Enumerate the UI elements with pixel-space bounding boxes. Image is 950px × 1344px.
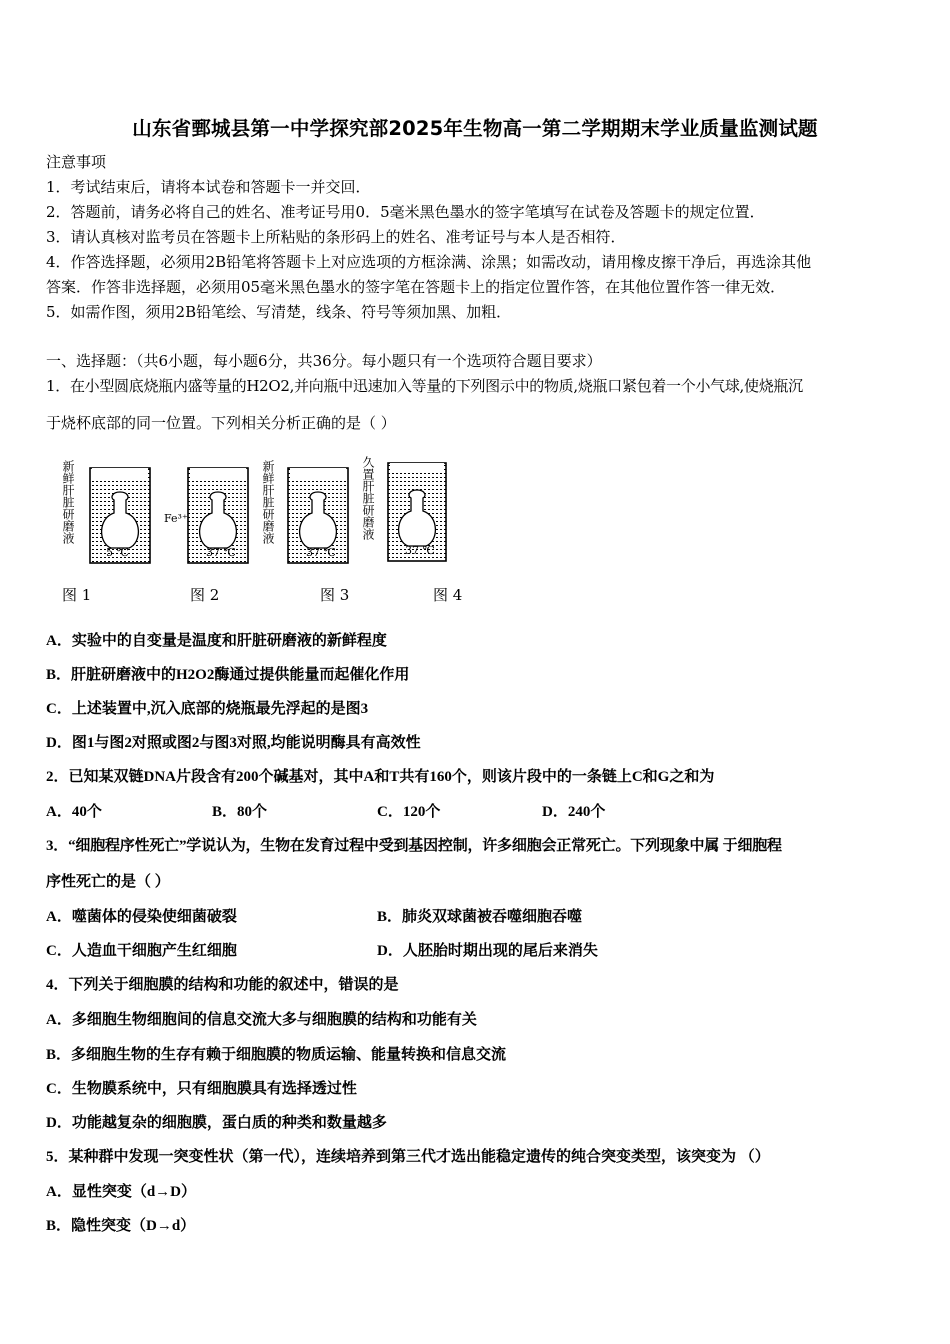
reagent-label: 久置肝脏研磨液 (361, 456, 375, 540)
beaker-4 (388, 463, 446, 561)
q3-option-c: C．人造血干细胞产生红细胞 (46, 943, 237, 959)
q3-stem: 3．“细胞程序性死亡”学说认为，生物在发育过程中受到基因控制，许多细胞会正常死亡。下列现象中属 于细胞程 (46, 838, 782, 854)
q3-option-d: D．人胚胎时期出现的尾后来消失 (377, 943, 598, 959)
q4-option-c: C．生物膜系统中，只有细胞膜具有选择透过性 (46, 1081, 357, 1097)
q5-stem: 5．某种群中发现一突变性状（第一代），连续培养到第三代才选出能稳定遗传的纯合突变类型，该突变为 （） (46, 1149, 770, 1165)
q1-stem-cont: 于烧杯底部的同一位置。下列相关分析正确的是（ ） (46, 414, 396, 432)
beaker-3 (288, 468, 348, 563)
reagent-label: 新鲜肝脏研磨液 (61, 460, 75, 544)
beaker-diagram (60, 448, 460, 578)
q3-option-a: A．噬菌体的侵染使细菌破裂 (46, 909, 237, 925)
q2-option-a: A．40个 (46, 804, 102, 820)
q2-option-c: C．120个 (377, 804, 441, 820)
q2-option-b: B．80个 (212, 804, 268, 820)
q3-option-b: B．肺炎双球菌被吞噬细胞吞噬 (377, 909, 583, 925)
q1-option-a: A．实验中的自变量是温度和肝脏研磨液的新鲜程度 (46, 633, 387, 649)
notice-item: 3．请认真核对监考员在答题卡上所粘贴的条形码上的姓名、准考证号与本人是否相符． (46, 228, 626, 246)
figure-caption: 图 3 (320, 586, 350, 604)
beaker-1 (90, 468, 150, 563)
temp-label: 37 ℃ (306, 546, 336, 559)
figure-caption: 图 4 (433, 586, 463, 604)
notice-item: 5．如需作图，须用2B铅笔绘、写清楚，线条、符号等须加黑、加粗． (46, 303, 512, 321)
notice-item: 1．考试结束后，请将本试卷和答题卡一并交回． (46, 178, 371, 196)
q5-option-b: B．隐性突变（D→d） (46, 1218, 196, 1234)
temp-label: 37 ℃ (206, 546, 236, 559)
notice-item: 2．答题前，请务必将自己的姓名、准考证号用0．5毫米黑色墨水的签字笔填写在试卷及答题卡的规定位置． (46, 203, 765, 221)
q3-stem-cont: 序性死亡的是（ ） (46, 874, 170, 890)
q2-stem: 2．已知某双链DNA片段含有200个碱基对，其中A和T共有160个，则该片段中的一条链上C和G之和为 (46, 769, 715, 785)
reagent-label: 新鲜肝脏研磨液 (261, 460, 275, 544)
temp-label: 5 ℃ (106, 546, 129, 559)
q1-stem: 1．在小型圆底烧瓶内盛等量的H2O2,并向瓶中迅速加入等量的下列图示中的物质,烧瓶口紧包着一个小气球,使烧瓶沉 (46, 377, 803, 395)
page-title: 山东省鄄城县第一中学探究部2025年生物高一第二学期期末学业质量监测试题 (132, 117, 818, 140)
notice-heading: 注意事项 (46, 153, 107, 171)
q1-option-b: B．肝脏研磨液中的H2O2酶通过提供能量而起催化作用 (46, 667, 410, 683)
notice-item: 4．作答选择题，必须用2B铅笔将答题卡上对应选项的方框涂满、涂黑；如需改动，请用橡皮擦干净后，再选涂其他 (46, 253, 812, 271)
section-heading: 一、选择题：（共6小题，每小题6分，共36分。每小题只有一个选项符合题目要求） (46, 352, 602, 370)
q2-option-d: D．240个 (542, 804, 606, 820)
figure-caption: 图 2 (190, 586, 220, 604)
notice-item: 答案．作答非选择题，必须用05毫米黑色墨水的签字笔在答题卡上的指定位置作答，在其他位置作答一律无效． (46, 278, 786, 296)
q1-option-d: D．图1与图2对照或图2与图3对照,均能说明酶具有高效性 (46, 735, 421, 751)
beaker-2 (188, 468, 248, 563)
q4-option-d: D．功能越复杂的细胞膜，蛋白质的种类和数量越多 (46, 1115, 387, 1131)
q4-stem: 4．下列关于细胞膜的结构和功能的叙述中，错误的是 (46, 977, 399, 993)
q4-option-a: A．多细胞生物细胞间的信息交流大多与细胞膜的结构和功能有关 (46, 1012, 477, 1028)
reagent-label: Fe³⁺ (164, 512, 188, 525)
q4-option-b: B．多细胞生物的生存有赖于细胞膜的物质运输、能量转换和信息交流 (46, 1047, 507, 1063)
q1-option-c: C．上述装置中,沉入底部的烧瓶最先浮起的是图3 (46, 701, 369, 717)
figure-caption: 图 1 (62, 586, 92, 604)
q5-option-a: A．显性突变（d→D） (46, 1184, 197, 1200)
q1-figure (60, 448, 463, 608)
temp-label: 37 ℃ (405, 544, 435, 557)
